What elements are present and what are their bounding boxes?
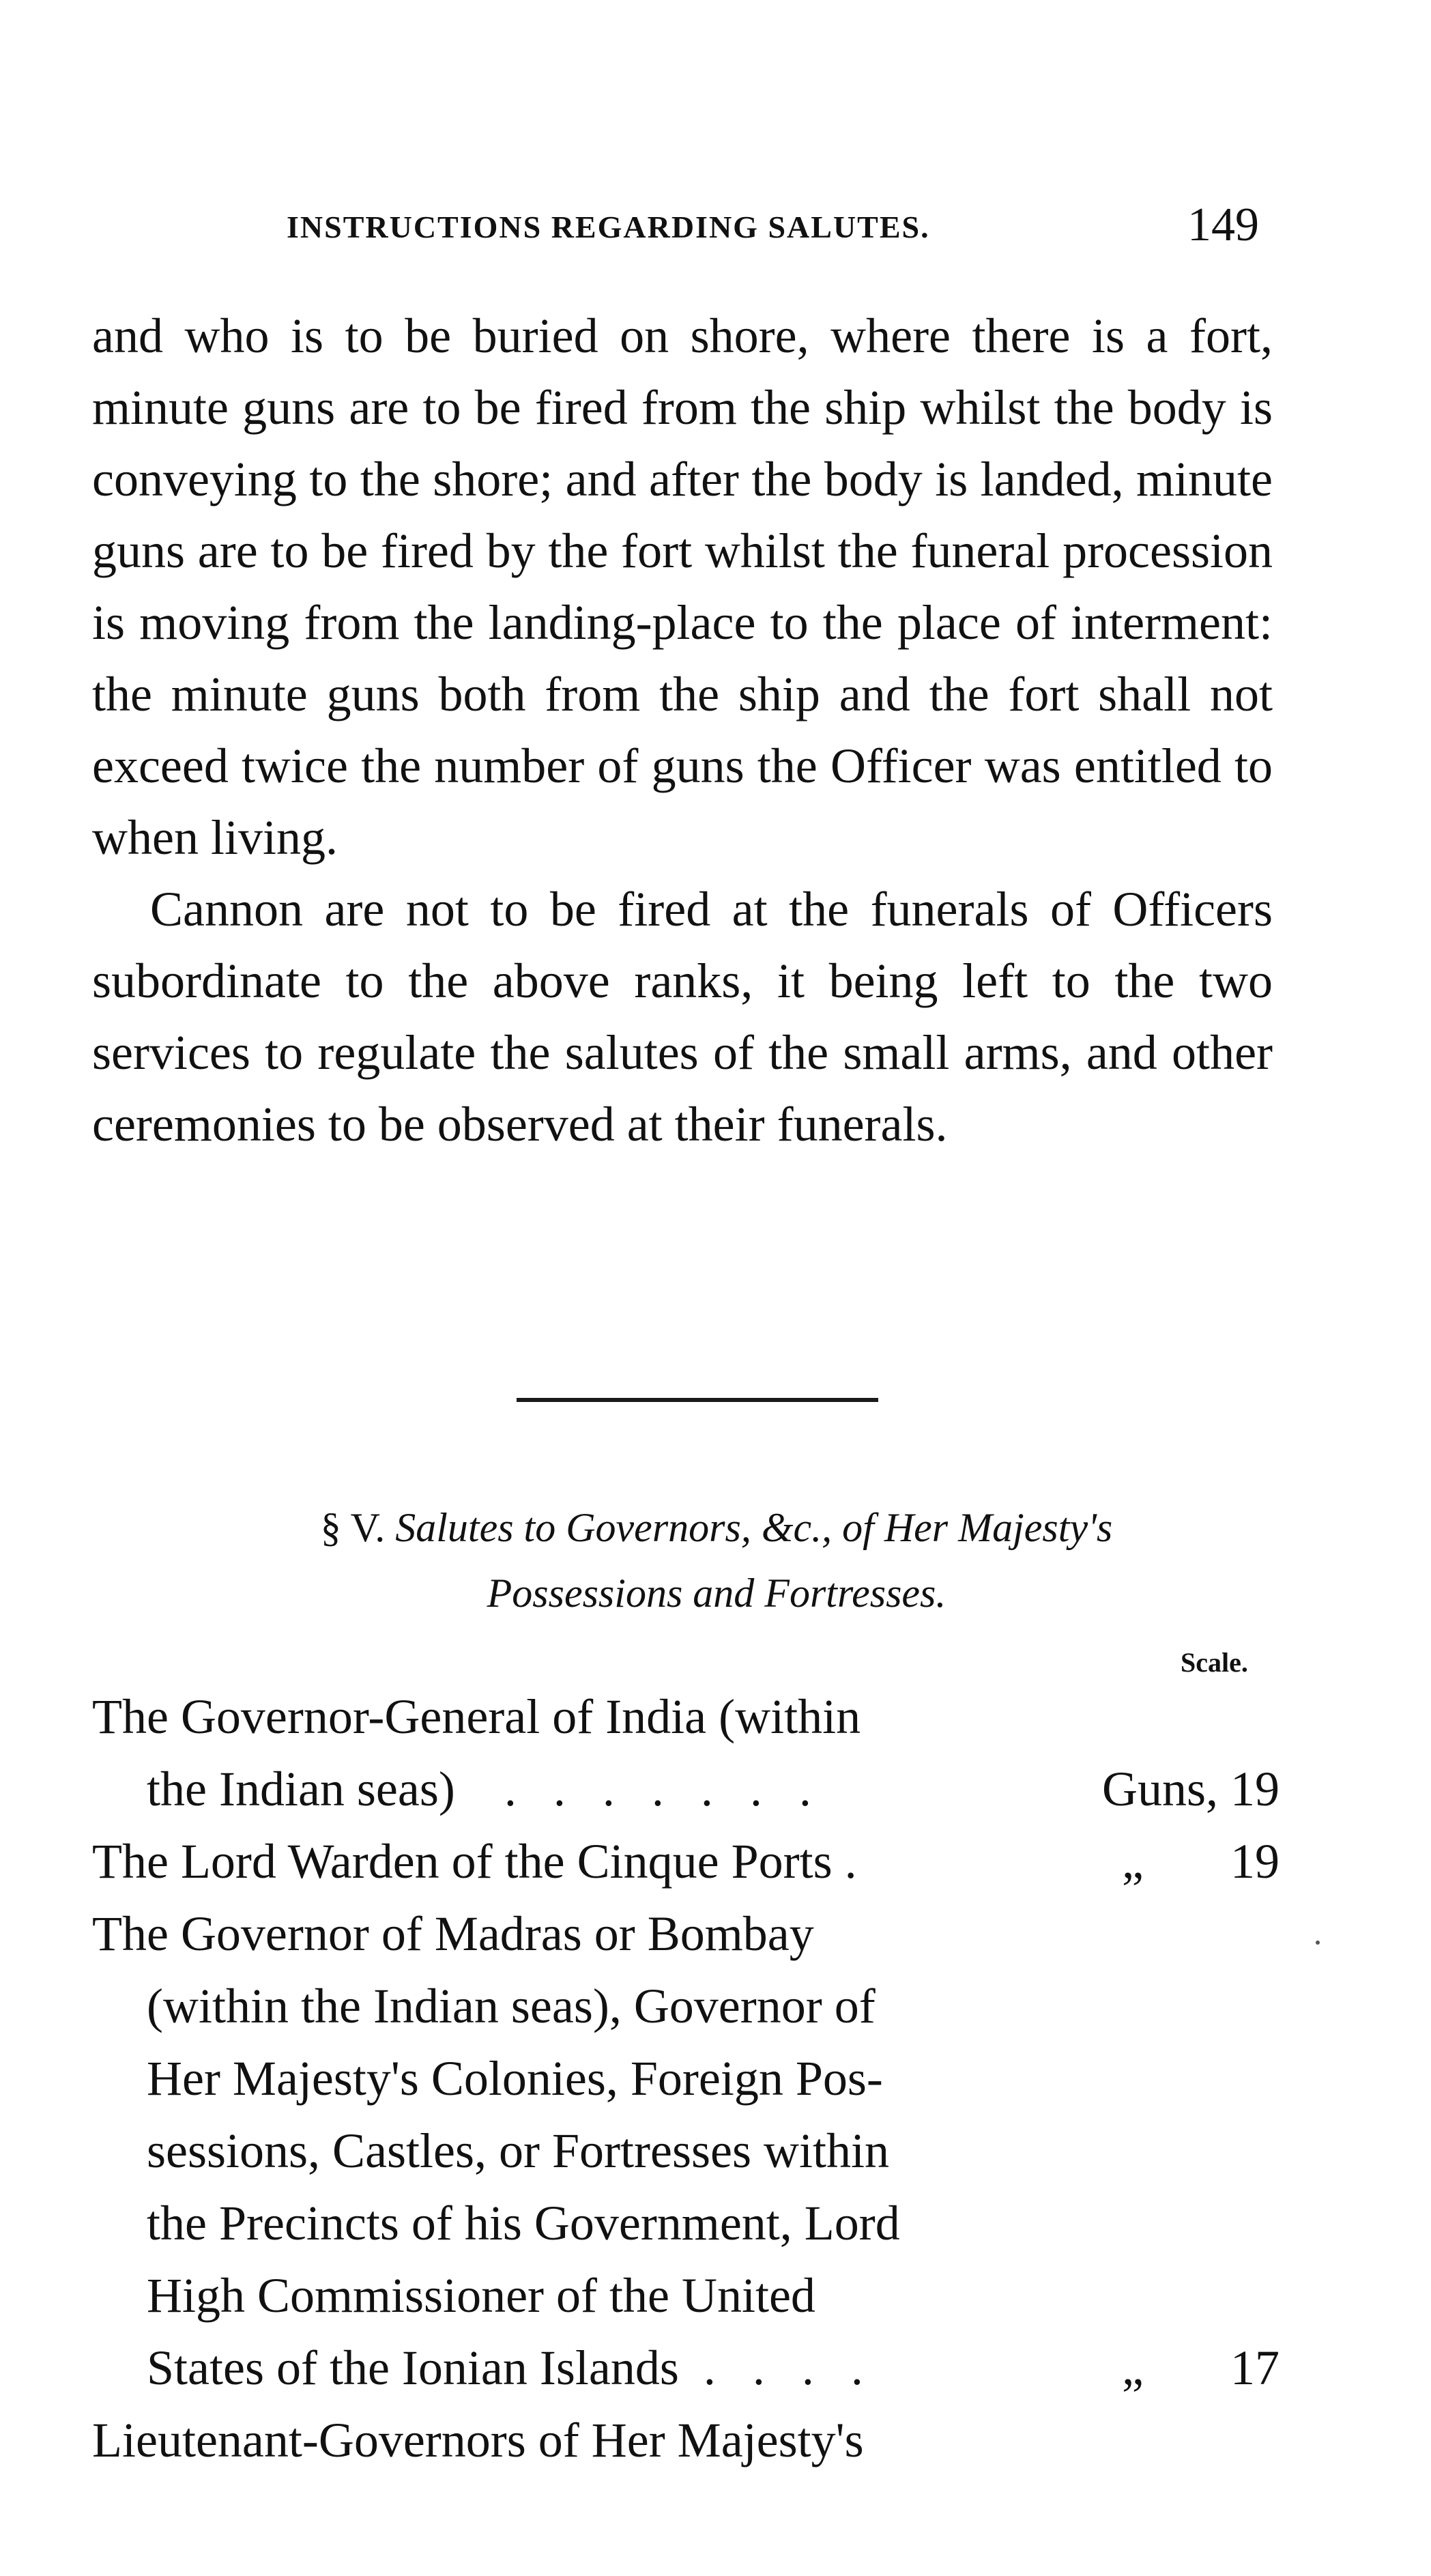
ditto-mark: „	[1122, 2341, 1144, 2395]
section-mark: § V.	[320, 1505, 386, 1550]
entry-line: Her Majesty's Colonies, Foreign Pos-	[147, 2051, 883, 2106]
entry-line-text: The Lord Warden of the Cinque Ports	[92, 1834, 833, 1889]
entry-line-text: States of the Ionian Islands	[147, 2341, 679, 2395]
section-heading-line-1	[136, 1495, 1297, 1560]
paragraph-funeral-minute-guns: and who is to be buried on shore, where there is a fort, minute guns are to be fired from the ship whilst the body is conveying to the shore; and after the body is landed, minute guns are to be fired by the fort whilst the funeral procession is moving from the landing-place to the place of interment: the minute guns both from the ship and the fort shall not exceed twice the number of guns the Officer was entitled to when living.	[92, 309, 1273, 865]
dot-leader: . . . . . . .	[504, 1762, 824, 1816]
guns-cell	[1102, 1753, 1280, 1825]
entry-line: Lieutenant-Governors of Her Majesty's	[92, 2413, 864, 2467]
salute-entry-governor-general	[92, 1680, 1280, 1825]
paragraph-subordinate-officers: Cannon are not to be fired at the funerals of Officers subordinate to the above ranks, it being left to the two services to regulate the salutes of the small arms, and other ceremonies to be observed at their funerals.	[92, 882, 1273, 1151]
page-number: 149	[1187, 199, 1259, 251]
salute-table	[92, 1680, 1280, 2476]
salute-entry-lord-warden	[92, 1825, 1280, 1898]
guns-unit: Guns,	[1101, 1762, 1218, 1816]
entry-line-text: the Indian seas)	[147, 1762, 455, 1816]
section-title-part-1: Salutes to Governors, &c., of Her Majesty's	[395, 1505, 1113, 1550]
running-header	[0, 198, 1431, 259]
guns-cell	[1102, 2332, 1280, 2404]
dot-leader: . . . .	[703, 2341, 876, 2395]
entry-line: The Governor of Madras or Bombay	[92, 1906, 814, 1961]
entry-line: High Commissioner of the United	[147, 2268, 815, 2323]
guns-count: 17	[1230, 2341, 1280, 2395]
salute-entry-governor-madras-bombay	[92, 1898, 1280, 2404]
scale-column-label: Scale.	[1181, 1647, 1248, 1678]
entry-line: (within the Indian seas), Governor of	[147, 1979, 876, 2033]
entry-line	[92, 1753, 1024, 1825]
body-text	[92, 300, 1273, 1160]
ditto-mark: „	[1122, 1834, 1144, 1889]
entry-line	[92, 2332, 1024, 2404]
guns-count: 19	[1230, 1762, 1280, 1816]
entry-line: The Governor-General of India (within	[92, 1689, 861, 1744]
entry-line: the Precincts of his Government, Lord	[147, 2196, 900, 2250]
entry-line	[92, 1825, 1024, 1898]
section-heading	[136, 1495, 1297, 1626]
section-divider-rule	[517, 1398, 878, 1402]
section-title-part-2: Possessions and Fortresses.	[487, 1571, 946, 1616]
guns-cell	[1102, 1825, 1280, 1898]
guns-count: 19	[1230, 1834, 1280, 1889]
salute-entry-lieutenant-governors	[92, 2404, 1280, 2476]
dot-leader: .	[844, 1834, 869, 1889]
print-speck	[1316, 1941, 1320, 1945]
entry-line: sessions, Castles, or Fortresses within	[147, 2123, 889, 2178]
running-title: INSTRUCTIONS REGARDING SALUTES.	[287, 210, 930, 244]
